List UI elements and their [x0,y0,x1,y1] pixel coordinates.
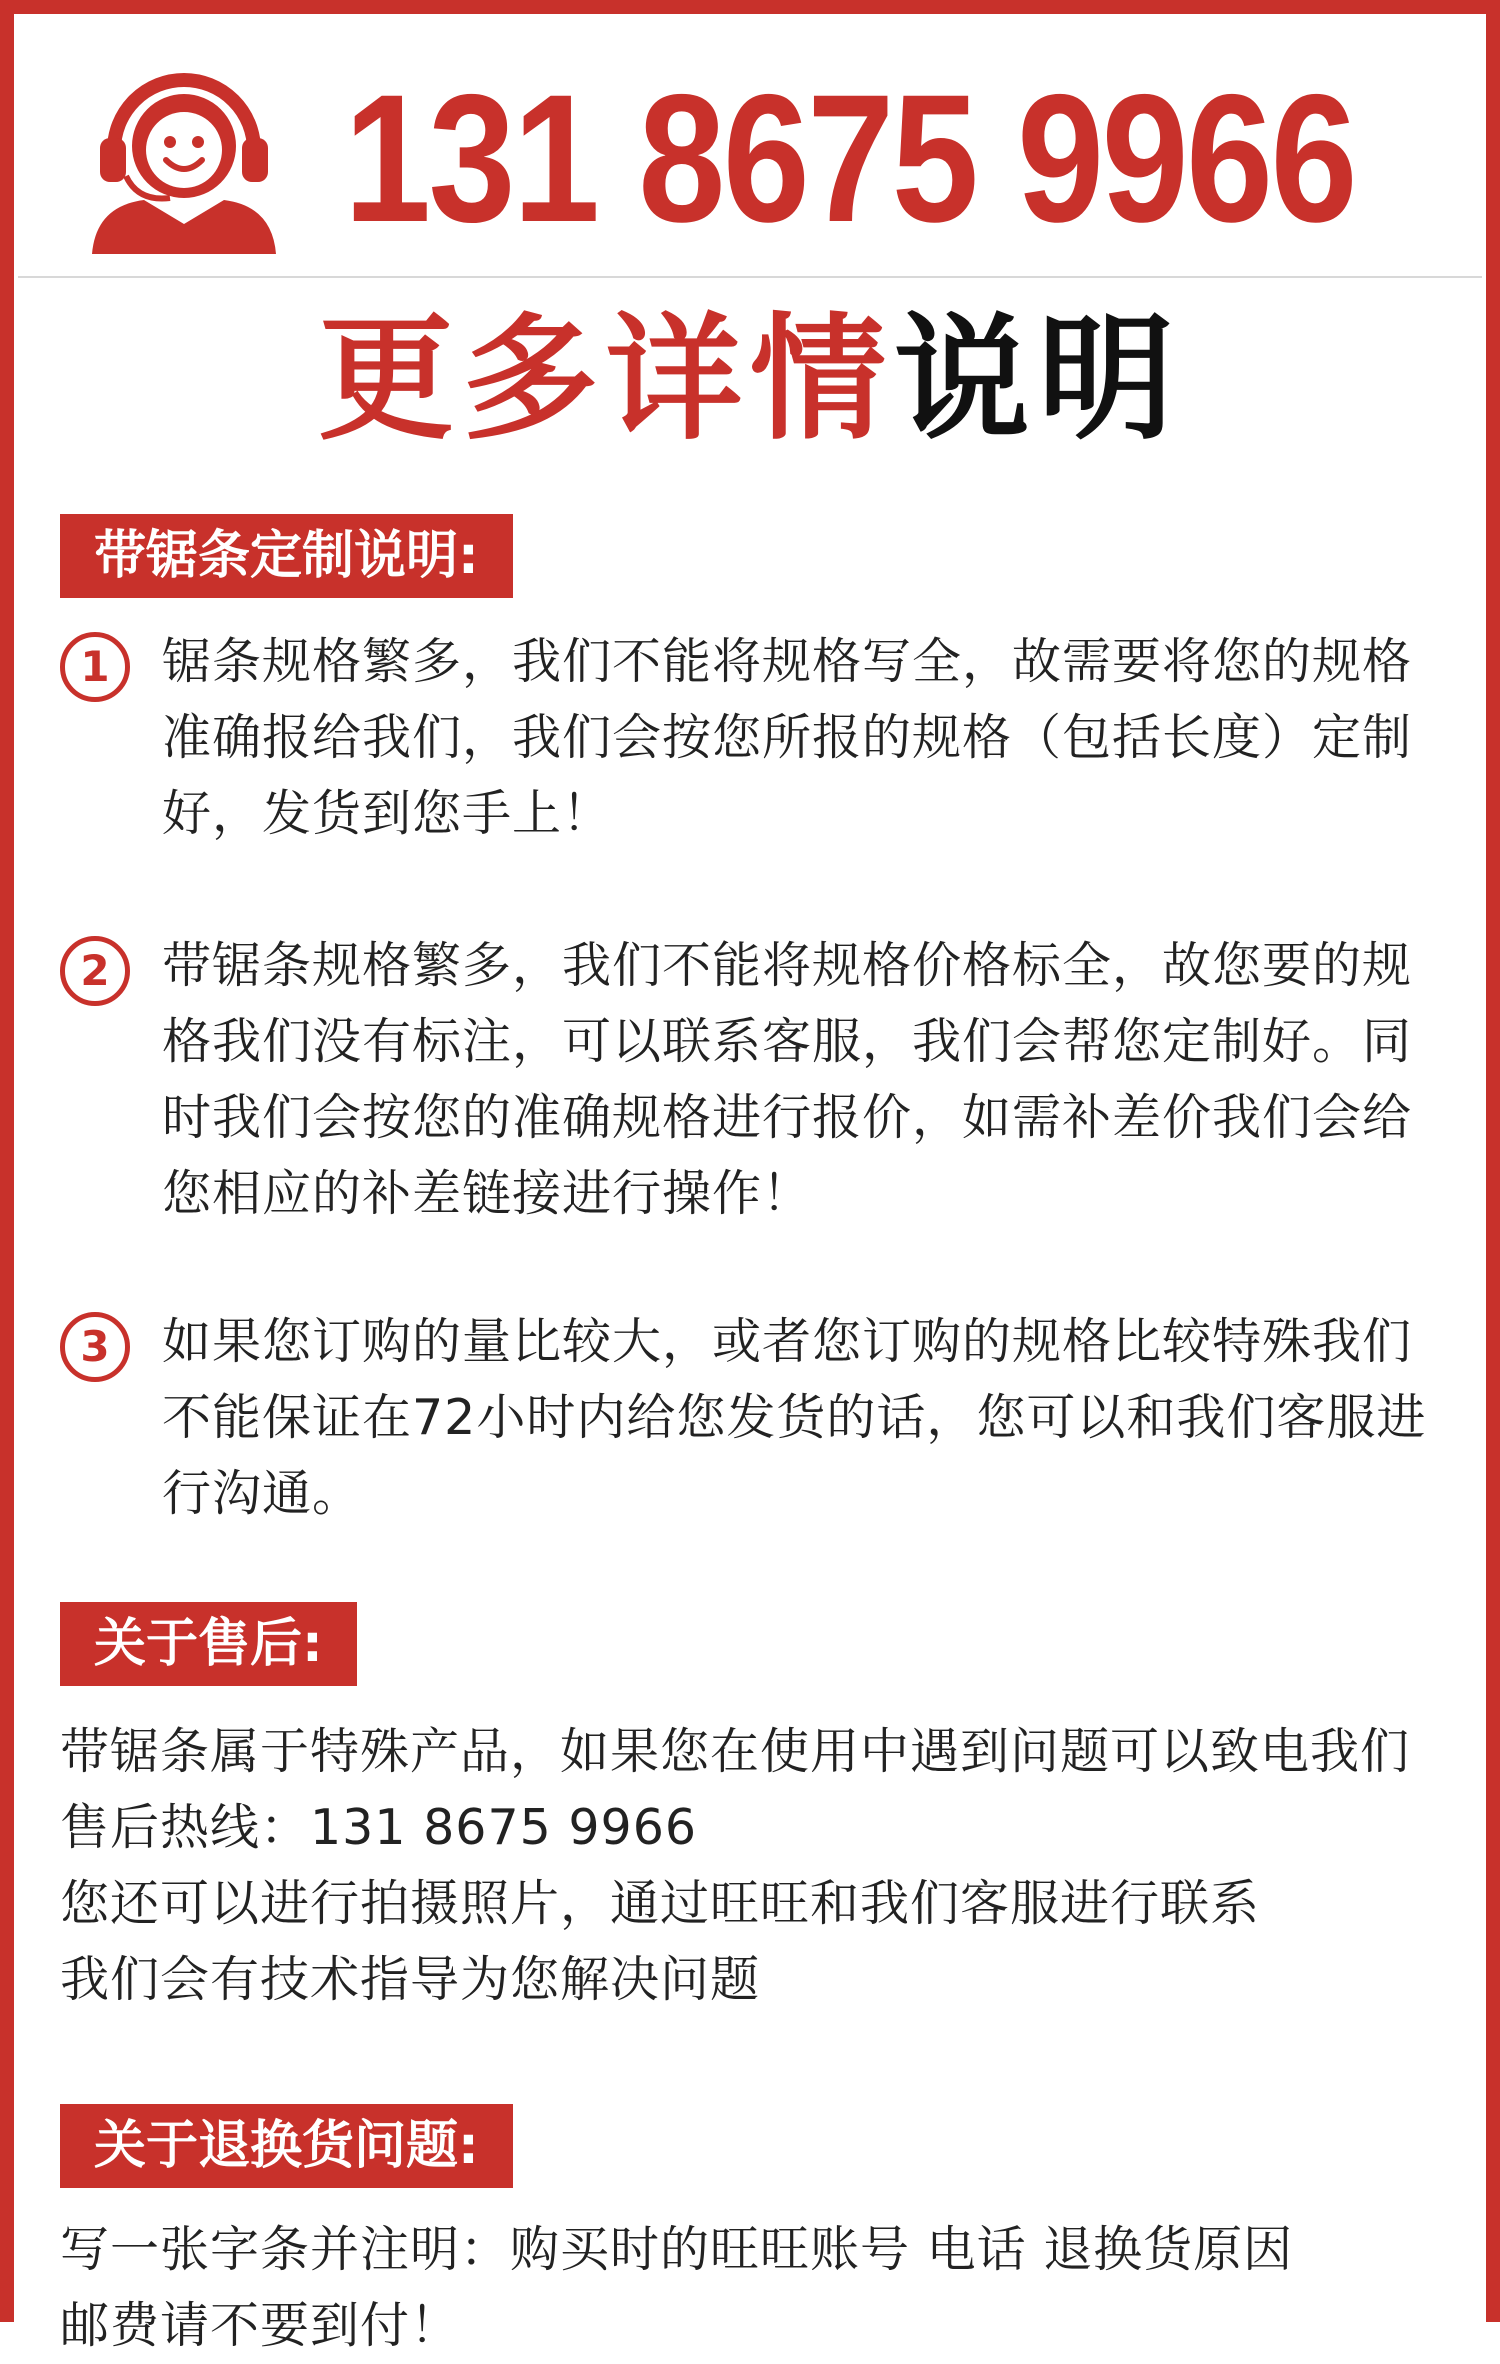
number-badge: 2 [60,936,130,1006]
page-title-black: 说明 [894,301,1182,459]
returns-text [60,2212,1460,2364]
list-item-text: 如果您订购的量比较大，或者您订购的规格比较特殊我们不能保证在72小时内给您发货的话，您可以和我们客服进行沟通。 [162,1313,1427,1522]
hotline-number: 131 8675 9966 [344,56,1355,260]
customer-service-headset-icon [86,64,282,254]
returns-tag: 关于退换货问题: [60,2104,513,2188]
custom-section-tag: 带锯条定制说明: [60,514,513,598]
after-sales-line: 您还可以进行拍摄照片，通过旺旺和我们客服进行联系 [60,1875,1261,1932]
page-title-red: 更多详情 [318,301,894,459]
after-sales-text [60,1714,1460,2018]
hotline-header [14,14,1486,276]
page-title [0,300,1500,460]
after-sales-line: 我们会有技术指导为您解决问题 [60,1951,761,2008]
number-badge: 3 [60,1312,130,1382]
after-sales-tag: 关于售后: [60,1602,357,1686]
returns-line: 写一张字条并注明：购买时的旺旺账号 电话 退换货原因 [60,2221,1294,2278]
header-divider [18,276,1482,278]
list-item-text: 锯条规格繁多，我们不能将规格写全，故需要将您的规格准确报给我们，我们会按您所报的规格（包括长度）定制好，发货到您手上！ [162,633,1413,842]
after-sales-line: 带锯条属于特殊产品，如果您在使用中遇到问题可以致电我们 [60,1723,1411,1780]
number-badge: 1 [60,632,130,702]
after-sales-hotline: 售后热线：131 8675 9966 [60,1799,698,1856]
list-item-text: 带锯条规格繁多，我们不能将规格价格标全，故您要的规格我们没有标注，可以联系客服，我们会帮您定制好。同时我们会按您的准确规格进行报价，如需补差价我们会给您相应的补差链接进行操作！ [162,937,1413,1222]
returns-line: 邮费请不要到付！ [60,2297,461,2354]
